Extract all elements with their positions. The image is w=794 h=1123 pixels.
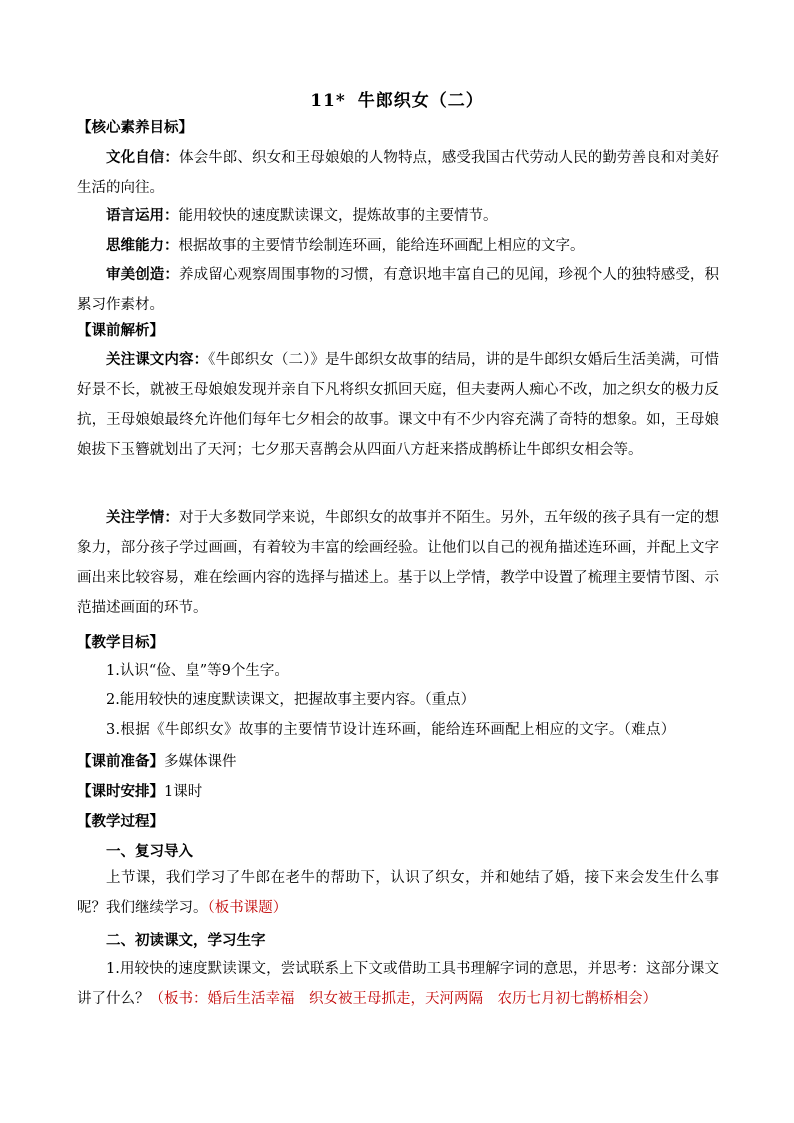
schedule-text: 1课时 xyxy=(164,784,203,800)
analysis-content-label: 关注课文内容： xyxy=(106,351,209,368)
teaching-goal-1: 1.认识“俭、皇”等9个生字。 xyxy=(106,663,289,679)
goal-thinking xyxy=(77,231,719,261)
prep-section xyxy=(77,752,237,772)
goal-thinking-label: 思维能力： xyxy=(106,237,179,254)
step1-text: 上节课，我们学习了牛郎在老牛的帮助下，认识了织女，并和她结了婚，接下来会发生什么事呢？我们继续学习。 xyxy=(77,870,719,916)
goal-thinking-text: 根据故事的主要情节绘制连环画，能给连环画配上相应的文字。 xyxy=(178,238,585,254)
analysis-content-text: 《牛郎织女（二）》是牛郎织女故事的结局，讲的是牛郎织女婚后生活美满，可惜好景不长，就被王母娘娘发现并亲自下凡将织女抓回天庭，但夫妻两人痴心不改，加之织女的极力反抗，王母娘娘最终允许他们每年七夕相会的故事。课文中有不少内容充满了奇特的想象。如，王母娘娘拔下玉簪就划出了天河；七夕那天喜鹊会从四面八方赶来搭成鹊桥让牛郎织女相会等。 xyxy=(77,352,720,458)
step1-board-note: （板书课题） xyxy=(207,900,288,916)
goal-language-text: 能用较快的速度默读课文，提炼故事的主要情节。 xyxy=(178,208,498,224)
step1-title: 一、复习导入 xyxy=(106,843,193,860)
page-title xyxy=(0,86,794,111)
title-text: 牛郎织女（二） xyxy=(357,91,484,111)
schedule-heading: 【课时安排】 xyxy=(77,783,164,800)
goal-culture-text: 体会牛郎、织女和王母娘娘的人物特点，感受我国古代劳动人民的勤劳善良和对美好生活的向往。 xyxy=(77,150,720,196)
title-number: 11* xyxy=(310,91,346,111)
goal-culture xyxy=(77,143,719,203)
analysis-learning-label: 关注学情： xyxy=(106,509,179,526)
teaching-goal-3: 3.根据《牛郎织女》故事的主要情节设计连环画，能给连环画配上相应的文字。（难点） xyxy=(106,722,676,738)
prep-heading: 【课前准备】 xyxy=(77,753,164,770)
pre-analysis-heading: 【课前解析】 xyxy=(77,322,164,339)
goal-aesthetic-label: 审美创造： xyxy=(106,266,179,283)
analysis-learning-text: 对于大多数同学来说，牛郎织女的故事并不陌生。另外，五年级的孩子具有一定的想象力，部分孩子学过画画，有着较为丰富的绘画经验。让他们以自己的视角描述连环画，并配上文字画出来比较容易，难在绘画内容的选择与描述上。基于以上学情，教学中设置了梳理主要情节图、示范描述画面的环节。 xyxy=(77,510,720,616)
core-goals-heading: 【核心素养目标】 xyxy=(77,119,193,136)
teaching-goal-2: 2.能用较快的速度默读课文，把握故事主要内容。（重点） xyxy=(106,692,476,708)
process-heading: 【教学过程】 xyxy=(77,813,164,830)
step2-paragraph xyxy=(77,954,719,1014)
step2-board-note: （板书：婚后生活幸福 织女被王母抓走，天河两隔 农历七月初七鹊桥相会） xyxy=(149,991,657,1007)
step2-text: 1.用较快的速度默读课文，尝试联系上下文或借助工具书理解字词的意思，并思考：这部分课文讲了什么？ xyxy=(77,961,719,1007)
analysis-learning xyxy=(77,503,719,623)
goal-culture-label: 文化自信： xyxy=(106,149,179,166)
analysis-content xyxy=(77,345,719,465)
goal-aesthetic xyxy=(77,260,719,320)
prep-text: 多媒体课件 xyxy=(164,754,237,770)
teaching-goals-heading: 【教学目标】 xyxy=(77,634,164,651)
step1-paragraph xyxy=(77,863,719,923)
goal-aesthetic-text: 养成留心观察周围事物的习惯，有意识地丰富自己的见闻，珍视个人的独特感受，积累习作素材。 xyxy=(77,267,720,313)
step2-title: 二、初读课文，学习生字 xyxy=(106,932,266,949)
goal-language-label: 语言运用： xyxy=(106,207,179,224)
schedule-section xyxy=(77,782,202,802)
goal-language xyxy=(77,201,719,231)
